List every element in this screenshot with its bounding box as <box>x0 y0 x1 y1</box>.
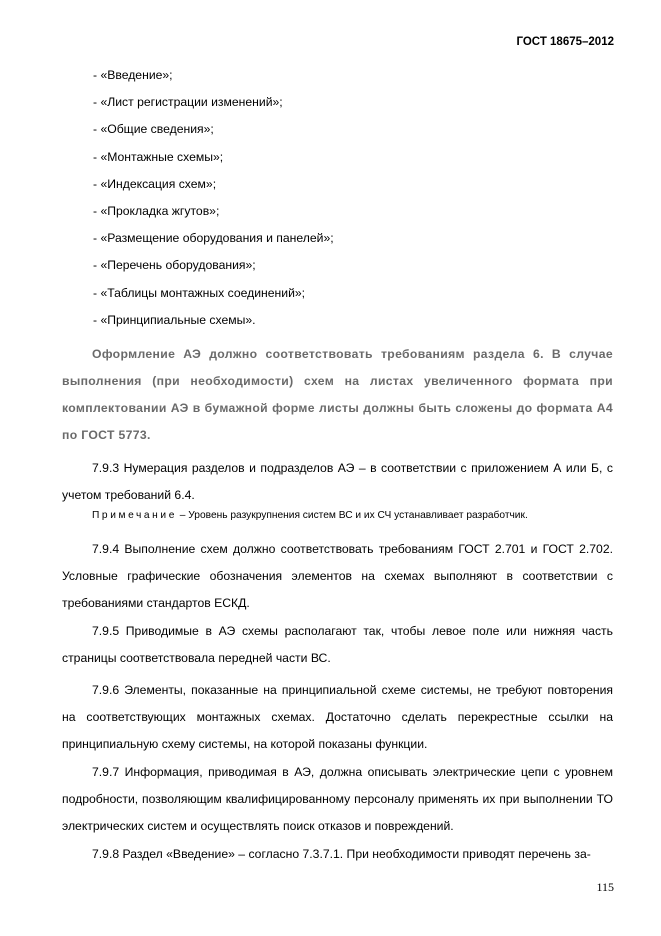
paragraph-7-9-3: 7.9.3 Нумерация разделов и подразделов АЭ – в соответствии с приложением А или Б, с учетом требований 6.4. <box>62 461 613 503</box>
note <box>92 510 528 521</box>
list-item: - «Монтажные схемы»; <box>93 149 224 164</box>
paragraph-7-9-8: 7.9.8 Раздел «Введение» – согласно 7.3.7.1. При необходимости приводят перечень за- <box>92 847 591 861</box>
section-list <box>93 62 334 334</box>
list-item: - «Перечень оборудования»; <box>93 258 256 273</box>
note-text: – Уровень разукрупнения систем ВС и их СЧ устанавливает разработчик. <box>176 510 528 521</box>
list-item: - «Лист регистрации изменений»; <box>93 95 283 110</box>
paragraph-7-9-6: 7.9.6 Элементы, показанные на принципиальной схеме системы, не требуют повторения на соответствующих монтажных схемах. Достаточно сделать перекрестные ссылки на принципиальную схему системы, на которой показаны функции. <box>62 683 613 752</box>
list-item: - «Прокладка жгутов»; <box>93 203 220 218</box>
paragraph-7-9-7: 7.9.7 Информация, приводимая в АЭ, должна описывать электрические цепи с уровнем подробности, позволяющим квалифицированному персоналу применять их при выполнении ТО электрических систем и осуществлять поиск отказов и повреждений. <box>62 765 613 834</box>
paragraph-7-9-5: 7.9.5 Приводимые в АЭ схемы располагают так, чтобы левое поле или нижняя часть страницы соответствовала передней части ВС. <box>62 624 613 666</box>
list-item: - «Принципиальные схемы». <box>93 312 256 327</box>
list-item: - «Размещение оборудования и панелей»; <box>93 231 334 246</box>
list-item: - «Общие сведения»; <box>93 122 214 137</box>
paragraph-7-9-4: 7.9.4 Выполнение схем должно соответствовать требованиям ГОСТ 2.701 и ГОСТ 2.702. Условные графические обозначения элементов на схемах выполняют в соответствии с требованиями стандартов ЕСКД. <box>62 542 613 611</box>
note-label: Примечание <box>92 510 177 521</box>
list-item: - «Таблицы монтажных соединений»; <box>93 285 306 300</box>
paragraph-format: Оформление АЭ должно соответствовать требованиям раздела 6. В случае выполнения (при необходимости) схем на листах увеличенного формата при комплектовании АЭ в бумажной форме листы должны быть сложены до формата А4 по ГОСТ 5773. <box>62 347 613 443</box>
list-item: - «Индексация схем»; <box>93 176 217 191</box>
document-header: ГОСТ 18675–2012 <box>516 36 614 48</box>
page-number: 115 <box>596 880 614 894</box>
list-item: - «Введение»; <box>93 68 173 82</box>
